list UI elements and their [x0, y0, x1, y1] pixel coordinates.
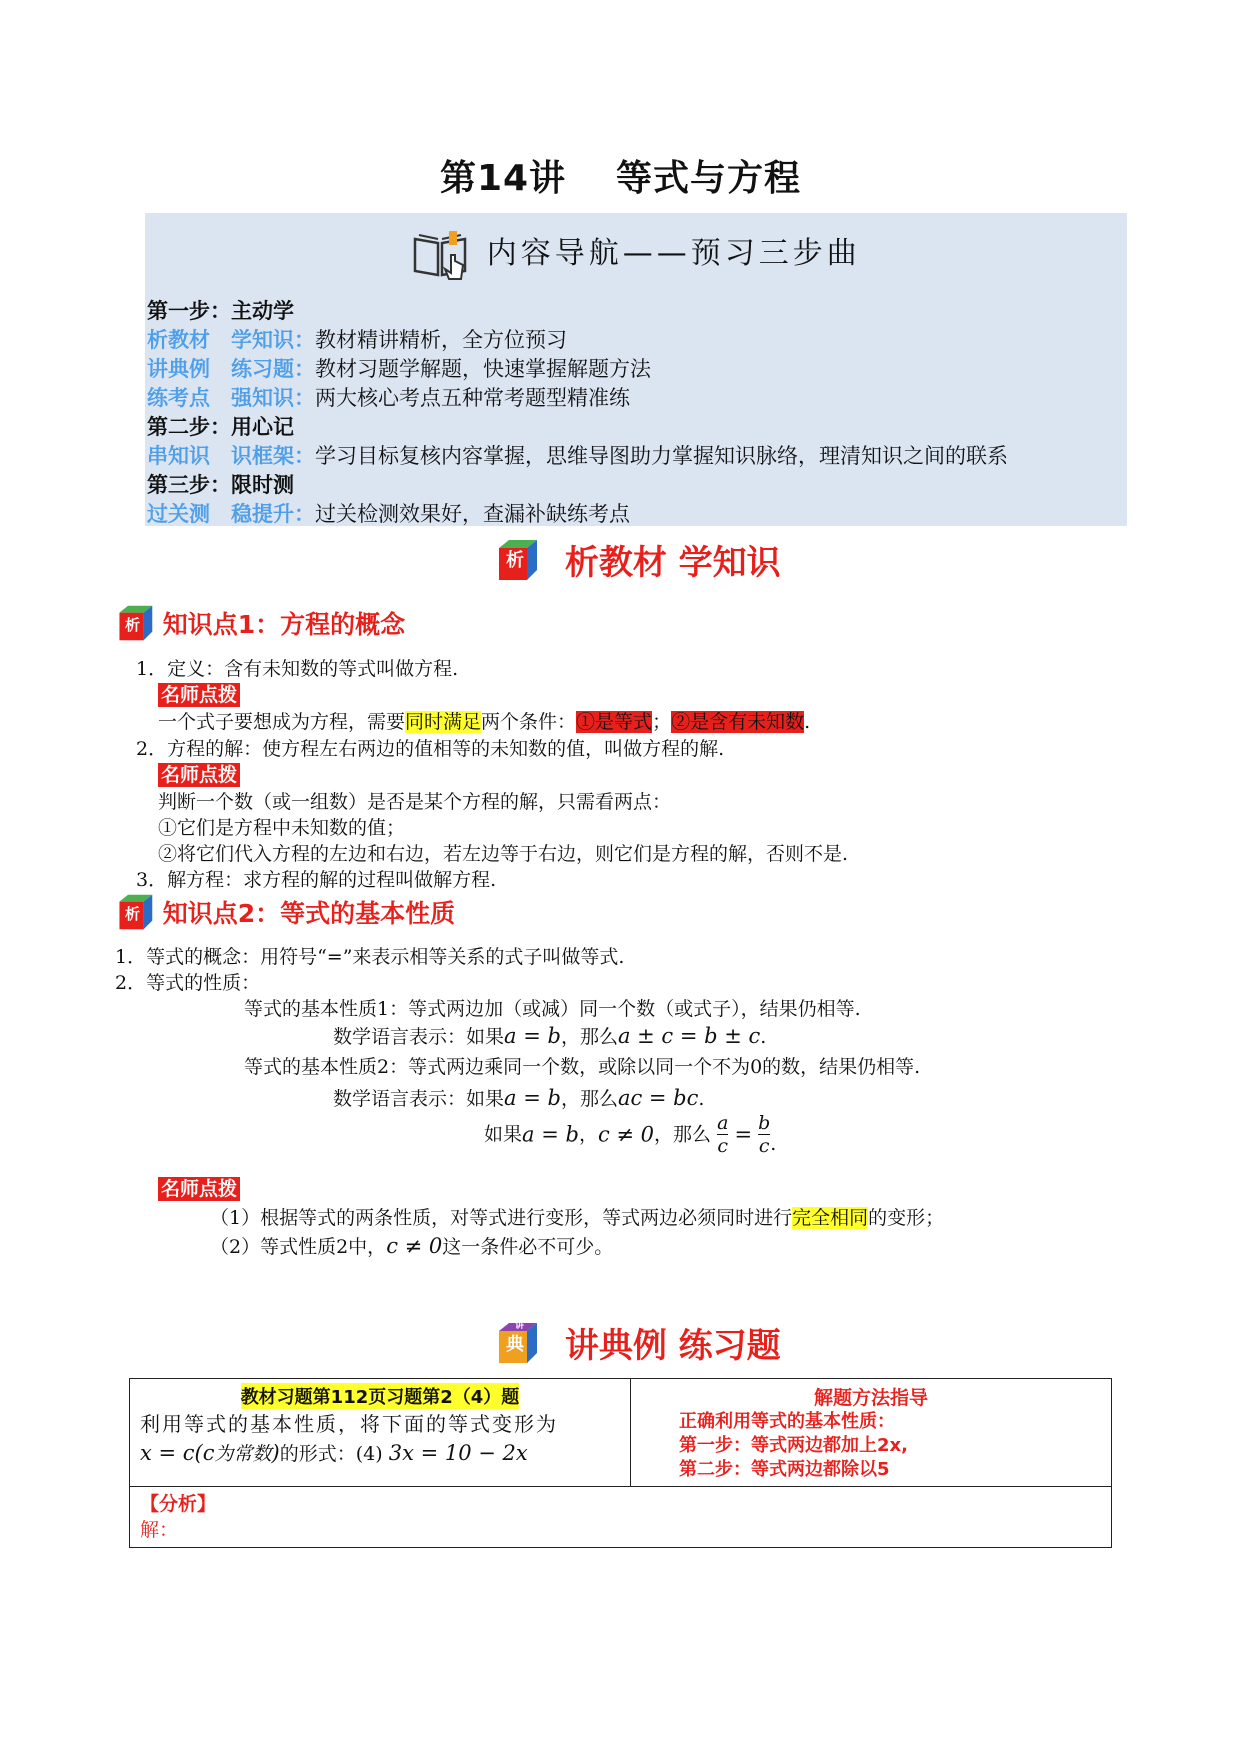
analysis-cell — [130, 1487, 1112, 1548]
question-cell — [130, 1379, 631, 1487]
tip-tag-1: 名师点拨 — [158, 683, 240, 707]
cube-char: 典 — [506, 1334, 524, 1355]
cube-top-char: 讲 — [515, 1321, 525, 1331]
question-line-2: x = c(c为常数)的形式：(4) 3x = 10 − 2x — [140, 1441, 528, 1465]
fraction-b-over-c: $\frac{b}{c}$ — [758, 1112, 771, 1157]
content-navigation-box — [145, 213, 1127, 526]
kp2-property-2-division: 如果a = b，c ≠ 0，那么 $\frac{a}{c}$ = $\frac{b}{c}$ . — [484, 1112, 777, 1157]
nav-row-4: 串知识 识框架：学习目标复核内容掌握，思维导图助力掌握知识脉络，理清知识之间的联系 — [147, 444, 1008, 468]
nav-row-3: 练考点 强知识：两大核心考点五种常考题型精准练 — [147, 386, 630, 410]
example-table — [129, 1378, 1112, 1548]
kp2-property-2-math: 数学语言表示：如果a = b，那么ac = bc. — [333, 1086, 705, 1110]
analysis-label: 【分析】 — [140, 1493, 217, 1515]
tip-tag-2: 名师点拨 — [158, 763, 240, 787]
step2-line: 第二步：用心记 — [147, 415, 294, 439]
step3-line: 第三步：限时测 — [147, 473, 294, 497]
lecture-topic: 等式与方程 — [616, 158, 802, 199]
step1-line: 第一步：主动学 — [147, 299, 294, 323]
kp2-tip-1: （1）根据等式的两条性质，对等式进行变形，等式两边必须同时进行完全相同的变形； — [210, 1207, 945, 1229]
kp1-definition: 1．定义：含有未知数的等式叫做方程. — [136, 658, 459, 680]
question-header: 教材习题第112页习题第2（4）题 — [241, 1383, 520, 1409]
kp1-cube-char: 析 — [125, 616, 141, 634]
nav-row-2: 讲典例 练习题：教材习题学解题，快速掌握解题方法 — [147, 357, 651, 381]
kp2-cube-char: 析 — [125, 905, 141, 923]
guide-line-1: 正确利用等式的基本性质： — [679, 1411, 895, 1432]
kp1-heading — [116, 604, 405, 642]
nav-header — [145, 228, 1127, 281]
kp2-property-2: 等式的基本性质2：等式两边乘同一个数，或除以同一个不为0的数，结果仍相等. — [244, 1056, 921, 1078]
lecture-number: 第14讲 — [439, 158, 567, 199]
nav-row-5: 过关测 稳提升：过关检测效果好，查漏补缺练考点 — [147, 502, 630, 526]
book-touch-icon — [411, 229, 469, 281]
kp2-properties: 2．等式的性质： — [115, 972, 261, 994]
kp1-solution-def: 2．方程的解：使方程左右两边的值相等的未知数的值，叫做方程的解. — [136, 738, 725, 760]
question-line-1: 利用等式的基本性质，将下面的等式变形为 — [140, 1412, 558, 1436]
kp1-judge-2: ②将它们代入方程的左边和右边，若左边等于右边，则它们是方程的解，否则不是. — [158, 843, 849, 865]
fraction-a-over-c: $\frac{a}{c}$ — [717, 1112, 729, 1157]
kp2-tip-2: （2）等式性质2中，c ≠ 0这一条件必不可少。 — [210, 1234, 614, 1258]
nav-header-text: 内容导航——预习三步曲 — [486, 236, 861, 271]
kp1-tip-line: 一个式子要想成为方程，需要同时满足两个条件：①是等式；②是含有未知数. — [158, 711, 811, 733]
kp2-heading — [116, 893, 455, 931]
kp2-property-1: 等式的基本性质1：等式两边加（或减）同一个数（或式子），结果仍相等. — [244, 998, 861, 1020]
guide-cell — [631, 1379, 1112, 1487]
tip-tag-3: 名师点拨 — [158, 1177, 240, 1201]
kp1-judge: 判断一个数（或一组数）是否是某个方程的解，只需看两点： — [158, 791, 672, 813]
section-title: 讲典例 练习题 — [564, 1326, 781, 1366]
cube-char: 析 — [506, 550, 524, 571]
nav-row-1: 析教材 学知识：教材精讲精析，全方位预习 — [147, 328, 567, 352]
section-banner-xijiaocai — [495, 535, 781, 584]
guide-line-2: 第一步：等式两边都加上2x, — [679, 1435, 908, 1456]
kp1-judge-1: ①它们是方程中未知数的值； — [158, 817, 406, 839]
section-title: 析教材 学知识 — [564, 543, 781, 583]
guide-title: 解题方法指导 — [813, 1387, 928, 1409]
answer-label: 解： — [140, 1519, 179, 1541]
page-title — [0, 150, 1241, 201]
kp2-property-1-math: 数学语言表示：如果a = b，那么a ± c = b ± c. — [333, 1024, 767, 1048]
section-banner-jiangdianli — [495, 1318, 781, 1367]
kp1-title: 知识点1：方程的概念 — [162, 610, 406, 639]
kp2-concept: 1．等式的概念：用符号“=”来表示相等关系的式子叫做等式. — [115, 946, 625, 968]
guide-line-3: 第二步：等式两边都除以5 — [679, 1459, 890, 1480]
kp2-title: 知识点2：等式的基本性质 — [162, 899, 456, 928]
kp1-solve-def: 3．解方程：求方程的解的过程叫做解方程. — [136, 869, 497, 891]
